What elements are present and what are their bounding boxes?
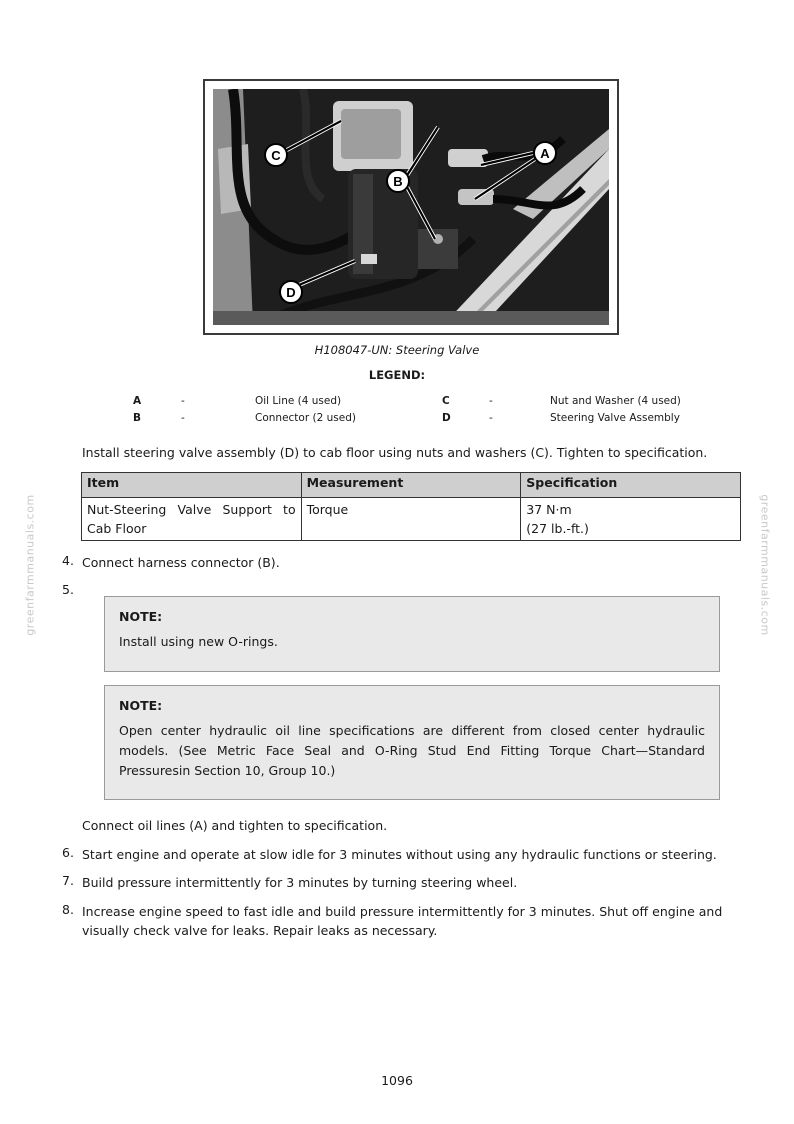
- cell-item-line: Nut-Steering Valve Support to: [87, 502, 296, 517]
- legend-dash: -: [489, 412, 493, 424]
- watermark-left: greenfarmmanuals.com: [23, 494, 37, 636]
- figure-caption: H108047-UN: Steering Valve: [314, 343, 480, 357]
- callout-c: [265, 144, 287, 166]
- legend-key: C: [442, 395, 450, 407]
- note-box: [104, 685, 720, 800]
- step-text: Start engine and operate at slow idle for 3 minutes without using any hydraulic functions or steering.: [82, 847, 717, 862]
- step-text: Increase engine speed to fast idle and build pressure intermittently for 3 minutes. Shut off engine and: [82, 904, 723, 919]
- figure-frame: [203, 79, 619, 335]
- step-number: 8.: [62, 902, 74, 917]
- callout-b: [387, 170, 409, 192]
- step-text-continued: visually check valve for leaks. Repair leaks as necessary.: [82, 923, 438, 938]
- column-header-specification: Specification: [521, 473, 741, 498]
- legend-value: Connector (2 used): [255, 412, 356, 424]
- column-header-measurement: Measurement: [301, 473, 521, 498]
- step-text: Build pressure intermittently for 3 minutes by turning steering wheel.: [82, 875, 518, 890]
- table-row: [82, 498, 741, 541]
- legend-key: A: [133, 395, 142, 407]
- callout-d-label: D: [286, 285, 296, 300]
- legend-value: Steering Valve Assembly: [550, 412, 680, 424]
- step-number: 5.: [62, 582, 74, 597]
- note-title: NOTE:: [119, 609, 163, 624]
- legend-title: LEGEND:: [368, 368, 426, 382]
- note-body: Open center hydraulic oil line specifications are different from closed center hydraulic models. (See Metric Face Seal and O-Ring Stud End Fitting Torque Chart—Standard Pressuresin Section 10, Group 10.): [119, 723, 705, 778]
- note-box: [104, 596, 720, 672]
- cell-item: [82, 498, 302, 541]
- spec-table: [81, 472, 741, 541]
- connect-paragraph: Connect oil lines (A) and tighten to specification.: [82, 818, 388, 833]
- callout-a: [534, 142, 556, 164]
- callout-overlay: [213, 89, 609, 325]
- callout-c-label: C: [271, 148, 281, 163]
- step-text: Connect harness connector (B).: [82, 555, 280, 570]
- legend-key: B: [133, 412, 142, 424]
- callout-d: [280, 281, 302, 303]
- steering-valve-photo: [213, 89, 609, 325]
- page-number: 1096: [381, 1073, 413, 1088]
- callout-a-label: A: [540, 146, 550, 161]
- step-number: 7.: [62, 873, 74, 888]
- legend-value: Oil Line (4 used): [255, 395, 342, 407]
- legend-value: Nut and Washer (4 used): [550, 395, 681, 407]
- column-header-item: Item: [82, 473, 302, 498]
- cell-specification: [521, 498, 741, 541]
- legend-key: D: [442, 412, 451, 424]
- cell-spec-line: (27 lb.-ft.): [526, 521, 589, 536]
- step-number: 6.: [62, 845, 74, 860]
- callout-b-label: B: [393, 174, 403, 189]
- legend-dash: -: [181, 412, 185, 424]
- legend-dash: -: [181, 395, 185, 407]
- legend-dash: -: [489, 395, 493, 407]
- note-title: NOTE:: [119, 698, 163, 713]
- step-number: 4.: [62, 553, 74, 568]
- intro-paragraph: Install steering valve assembly (D) to cab floor using nuts and washers (C). Tighten to specification.: [82, 445, 708, 460]
- table-header-row: [82, 473, 741, 498]
- cell-spec-line: 37 N·m: [526, 502, 572, 517]
- note-body: Install using new O-rings.: [119, 634, 278, 649]
- watermark-right: greenfarmmanuals.com: [758, 494, 772, 636]
- cell-item-line: Cab Floor: [87, 521, 147, 536]
- cell-measurement: Torque: [301, 498, 521, 541]
